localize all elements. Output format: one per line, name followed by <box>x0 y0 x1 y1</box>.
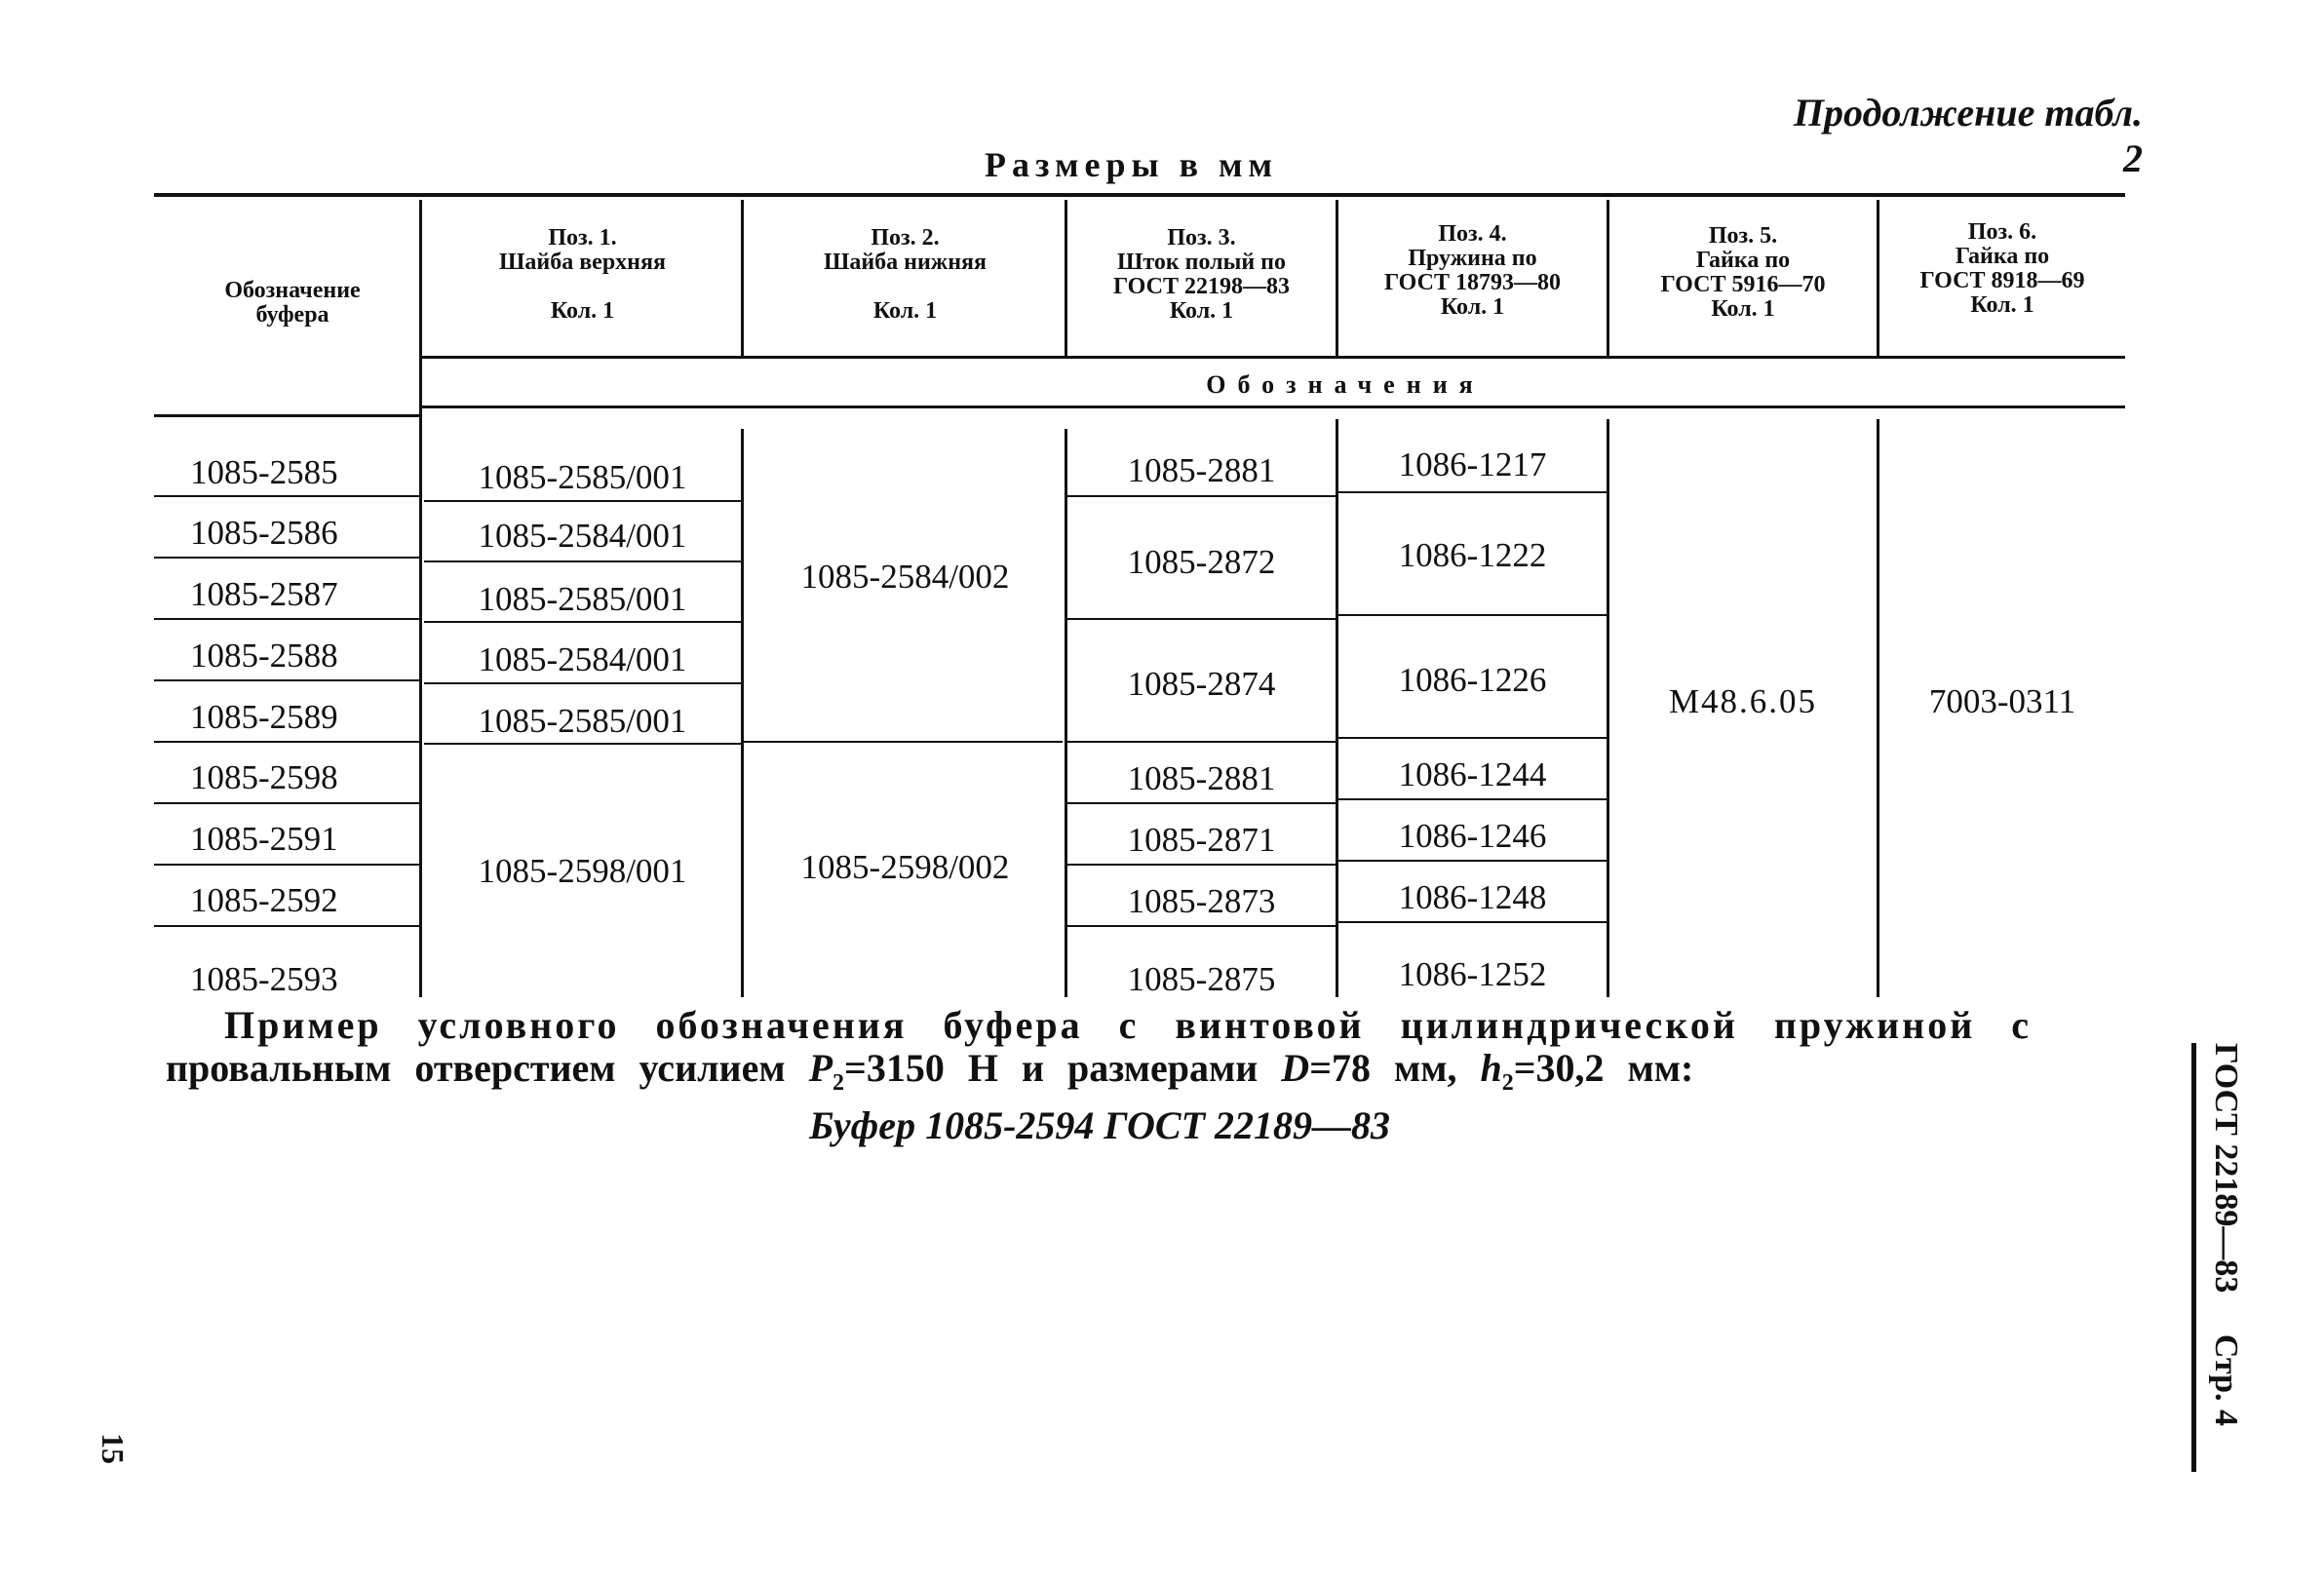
column-header-line: Кол. 1 <box>1711 296 1775 322</box>
pos5-cell: M48.6.05 <box>1668 682 1818 720</box>
pos4-cell: 1086-1244 <box>1398 755 1547 793</box>
row-rule <box>1067 864 1336 866</box>
pos4-cell: 1086-1248 <box>1398 878 1547 916</box>
row-rule <box>1067 618 1336 620</box>
column-header-line: ГОСТ 8918—69 <box>1919 268 2085 293</box>
pos3-cell: 1085-2881 <box>1127 451 1276 489</box>
row-rule <box>154 557 419 559</box>
column-header-line: Кол. 1 <box>1440 294 1505 320</box>
column-header-line: Шайба нижняя <box>823 250 988 275</box>
col-divider <box>741 429 744 997</box>
column-header-line: ГОСТ 18793—80 <box>1384 270 1561 295</box>
example-text: =3150 Н и размерами <box>844 1046 1282 1090</box>
row-rule <box>1067 802 1336 804</box>
col-divider <box>741 200 744 356</box>
pos1-cell: 1085-2585/001 <box>478 458 687 496</box>
column-header-line: Кол. 1 <box>1169 298 1234 324</box>
column-header-line: ГОСТ 22198—83 <box>1113 274 1290 299</box>
row-rule <box>1067 495 1336 497</box>
pos6-cell: 7003-0311 <box>1928 682 2076 720</box>
pos4-cell: 1086-1252 <box>1398 955 1547 993</box>
pos4-cell: 1086-1226 <box>1398 661 1547 699</box>
pos2-cell: 1085-2598/002 <box>800 848 1010 886</box>
pos1-cell: 1085-2585/001 <box>478 702 687 740</box>
row-rule <box>154 925 419 927</box>
pos3-cell: 1085-2873 <box>1127 882 1276 920</box>
column-header-buffer <box>185 279 400 328</box>
row-rule <box>424 621 741 623</box>
example-designation: Буфер 1085-2594 ГОСТ 22189—83 <box>809 1103 1391 1147</box>
column-header-pos2 <box>746 226 1065 324</box>
units-label: Размеры в мм <box>985 145 1279 184</box>
pos3-cell: 1085-2872 <box>1127 543 1276 581</box>
pos4-cell: 1086-1246 <box>1398 817 1547 855</box>
column-header-line: Пружина по <box>1408 246 1537 271</box>
buffer-cell: 1085-2589 <box>190 698 338 736</box>
column-header-line: буфера <box>255 302 329 328</box>
example-line-1: Пример условного обозначения буфера с винтовой цилиндрической пружиной с <box>224 1003 2032 1047</box>
row-rule <box>154 864 419 866</box>
row-rule <box>1338 921 1607 923</box>
buffer-cell: 1085-2593 <box>190 960 338 998</box>
buffer-cell: 1085-2588 <box>190 637 338 675</box>
pos1-cell: 1085-2585/001 <box>478 580 687 618</box>
h-symbol: h <box>1480 1046 1502 1090</box>
column-header-line: Шайба верхняя <box>499 250 666 275</box>
buffer-cell: 1085-2591 <box>190 820 338 858</box>
buffer-cell: 1085-2592 <box>190 881 338 919</box>
pos3-cell: 1085-2871 <box>1127 821 1276 859</box>
example-line-2 <box>166 1047 2145 1104</box>
column-header-line: Поз. 6. <box>1967 219 2037 245</box>
table-top-rule <box>154 193 2125 197</box>
row-rule <box>154 495 419 497</box>
column-header-pos1 <box>424 226 741 324</box>
side-page: Стр. 4 <box>2208 1333 2244 1427</box>
example-paragraph <box>166 1004 2145 1147</box>
continuation-label: Продолжение табл. 2 <box>1793 91 2143 180</box>
column-header-line: Поз. 2. <box>871 225 940 251</box>
column-header-line: Поз. 5. <box>1708 223 1778 249</box>
row-rule <box>1338 798 1607 800</box>
column-header-line: Поз. 4. <box>1438 221 1507 247</box>
row-rule <box>154 618 419 620</box>
subheader-rule <box>421 406 2125 408</box>
side-standard: ГОСТ 22189—83 <box>2208 1043 2244 1294</box>
row-rule <box>424 500 741 502</box>
d-symbol: D <box>1281 1046 1310 1090</box>
column-header-line: Гайка по <box>1695 248 1791 273</box>
column-header-line: Обозначение <box>224 278 361 303</box>
column-header-line: Кол. 1 <box>1970 292 2034 318</box>
example-text: провальным отверстием усилием <box>166 1046 809 1090</box>
column-header-line: Поз. 3. <box>1167 225 1236 251</box>
pos1-cell: 1085-2598/001 <box>478 852 687 890</box>
column-header-pos5 <box>1609 224 1877 322</box>
p-symbol: P <box>808 1046 833 1090</box>
column-header-line: ГОСТ 5916—70 <box>1660 272 1826 297</box>
row-rule <box>424 560 741 562</box>
example-text: =30,2 мм: <box>1513 1046 1694 1090</box>
designations-label: Обозначения <box>1206 370 1485 399</box>
buffer-cell: 1085-2585 <box>190 453 338 491</box>
column-header-line: Поз. 1. <box>548 225 617 251</box>
row-rule <box>1338 614 1607 616</box>
row-rule <box>154 679 419 681</box>
pos1-cell: 1085-2584/001 <box>478 640 687 678</box>
column-header-line: Гайка по <box>1955 244 2050 269</box>
row-rule <box>1338 737 1607 739</box>
page-number <box>94 1433 133 1491</box>
column-header-pos3 <box>1067 226 1336 324</box>
buffer-header-rule <box>154 414 421 417</box>
p-subscript: 2 <box>833 1070 845 1096</box>
page-number-rotated: 15 <box>96 1433 131 1464</box>
pos2-cell: 1085-2584/002 <box>800 558 1010 596</box>
example-text: =78 мм, <box>1309 1046 1481 1090</box>
col-divider <box>419 200 422 997</box>
buffer-cell: 1085-2586 <box>190 514 338 552</box>
row-rule <box>154 802 419 804</box>
row-rule <box>1338 860 1607 862</box>
row-rule <box>1067 741 1336 743</box>
pos3-cell: 1085-2874 <box>1127 665 1276 703</box>
row-rule <box>1338 491 1607 493</box>
row-rule <box>154 741 419 743</box>
pos4-cell: 1086-1222 <box>1398 536 1547 574</box>
side-caption <box>2191 1043 2260 1472</box>
row-rule <box>1067 925 1336 927</box>
row-rule <box>424 743 741 745</box>
column-header-line: Шток полый по <box>1116 250 1287 275</box>
buffer-cell: 1085-2598 <box>190 758 338 796</box>
column-header-line: Кол. 1 <box>550 298 615 324</box>
pos4-cell: 1086-1217 <box>1398 445 1547 483</box>
pos1-cell: 1085-2584/001 <box>478 517 687 555</box>
header-rule <box>421 356 2125 359</box>
pos3-cell: 1085-2875 <box>1127 960 1276 998</box>
row-rule <box>744 741 1063 743</box>
pos3-cell: 1085-2881 <box>1127 759 1276 797</box>
row-rule <box>424 682 741 684</box>
buffer-cell: 1085-2587 <box>190 575 338 613</box>
column-header-pos4 <box>1338 222 1607 320</box>
column-header-pos6 <box>1879 220 2125 318</box>
side-caption-rotated <box>2191 1043 2260 1472</box>
column-header-line: Кол. 1 <box>872 298 938 324</box>
h-subscript: 2 <box>1501 1070 1514 1096</box>
